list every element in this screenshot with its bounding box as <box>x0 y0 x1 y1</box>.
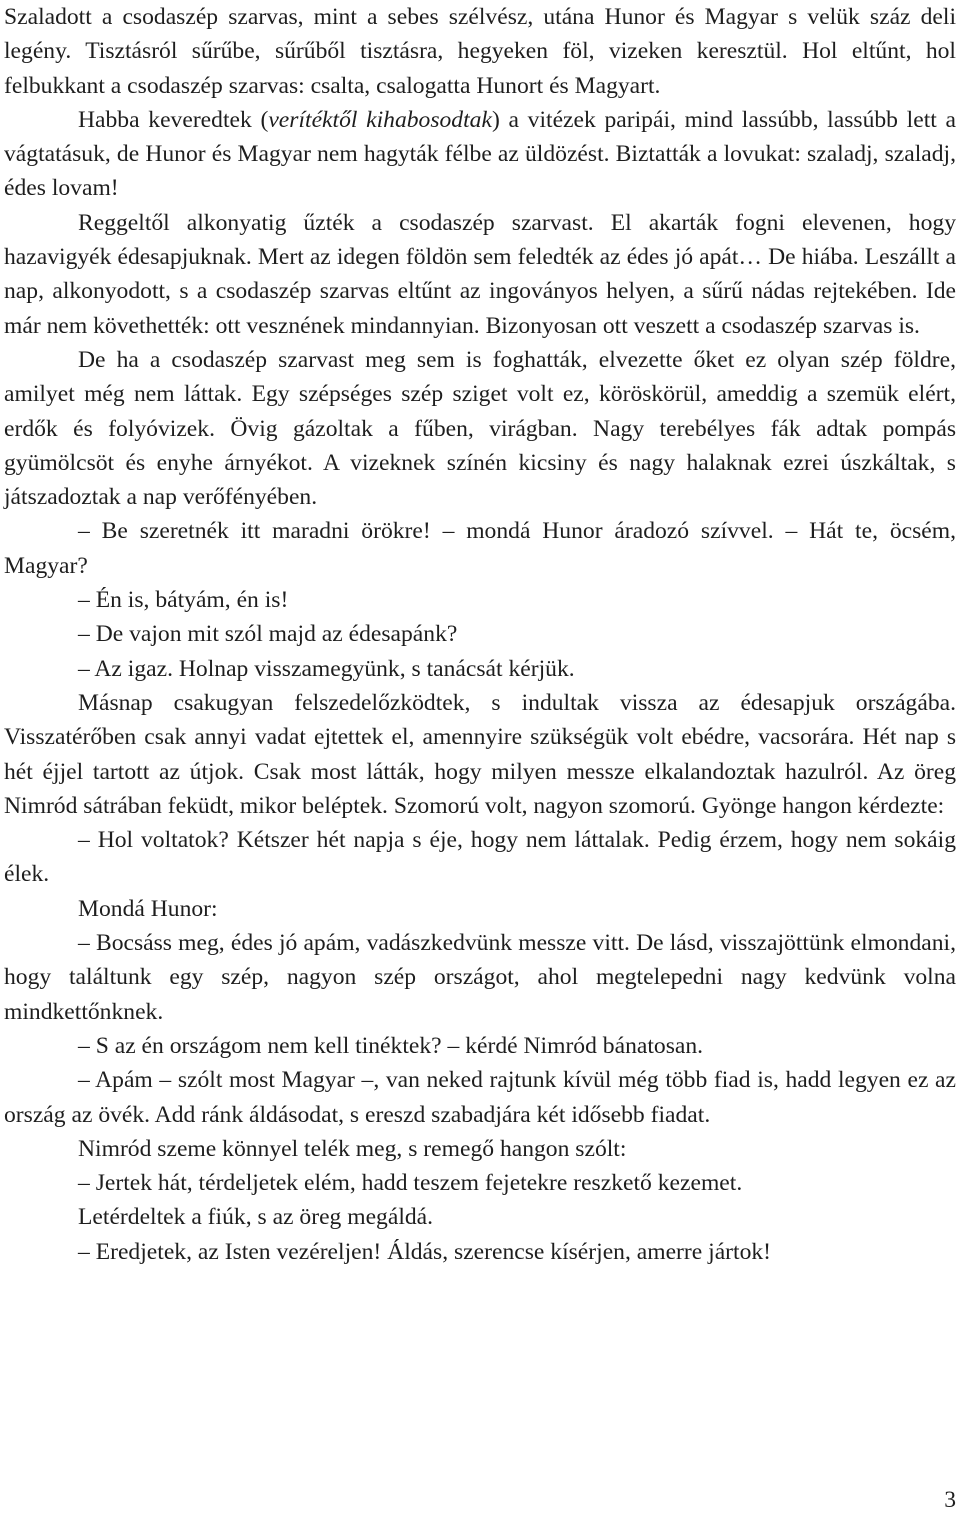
dialogue-line: – Én is, bátyám, én is! <box>78 587 289 614</box>
dialogue-line: – Az igaz. Holnap visszamegyünk, s tanácsát kérjük. <box>78 655 575 682</box>
paragraph: Szaladott a csodaszép szarvas, mint a sebes szélvész, utána Hunor és Magyar s velük száz deli legény. Tisztásról sűrűbe, sűrűből tisztásra, hegyeken föl, vizeken keresztül. Hol eltűnt, hol felbukkant a csodaszép szarvas: csalta, csalogatta Hunort és Magyart. <box>4 4 956 99</box>
paragraph: De ha a csodaszép szarvast meg sem is foghatták, elvezette őket ez olyan szép földre, amilyet még nem láttak. Egy szépséges szép sziget volt ez, köröskörül, ameddig a szemük elért, erdők és folyóvizek. Övig gázoltak a fűben, virágban. Nagy terebélyes fák adtak pompás gyümölcsöt és enyhe árnyékot. A vizeknek színén kicsiny és nagy halaknak ezrei úszkáltak, s játszadoztak a nap verőfényében. <box>4 346 956 511</box>
dialogue-line: – Hol voltatok? Kétszer hét napja s éje, hogy nem láttalak. Pedig érzem, hogy nem sokáig élek. <box>4 827 956 888</box>
text-run: Habba keveredtek ( <box>78 106 269 133</box>
dialogue-line: – Be szeretnék itt maradni örökre! – mondá Hunor áradozó szívvel. – Hát te, öcsém, Magyar? <box>4 518 956 579</box>
body-text <box>4 0 956 1269</box>
text-run: ) a vitézek paripái, mind lassúbb, lassúbb lett a vágtatásuk, de Hunor és Magyar nem hagyták félbe az üldözést. Biztatták a lovukat: szaladj, szaladj, édes lovam! <box>4 106 956 202</box>
dialogue-line: – Apám – szólt most Magyar –, van neked rajtunk kívül még több fiad is, hadd legyen ez az ország az övék. Add ránk áldásodat, s ereszd szabadjára két idősebb fiadat. <box>4 1067 956 1128</box>
paragraph: Másnap csakugyan felszedelőzködtek, s indultak vissza az édesapjuk országába. Visszatérőben csak annyi vadat ejtettek el, amennyire szükségük volt ebédre, vacsorára. Hét nap s hét éjjel tartott az útjok. Csak most látták, hogy milyen messze elkalandoztak hazulról. Az öreg Nimród sátrában feküdt, mikor beléptek. Szomorú volt, nagyon szomorú. Gyönge hangon kérdezte: <box>4 689 956 819</box>
paragraph: Reggeltől alkonyatig űzték a csodaszép szarvast. El akarták fogni elevenen, hogy hazavigyék édesapjuknak. Mert az idegen földön sem feledték az édes jó apát… De hiába. Leszállt a nap, alkonyodott, s a csodaszép szarvas eltűnt az ingoványos helyen, a sűrű nádas rejtekében. Ide már nem követhették: ott vesznének mindannyian. Bizonyosan ott veszett a csodaszép szarvas is. <box>4 209 956 339</box>
dialogue-line: – S az én országom nem kell tinéktek? – kérdé Nimród bánatosan. <box>78 1032 704 1059</box>
dialogue-line: – Eredjetek, az Isten vezéreljen! Áldás, szerencse kísérjen, amerre jártok! <box>78 1238 772 1265</box>
dialogue-line: – Jertek hát, térdeljetek elém, hadd teszem fejetekre reszkető kezemet. <box>78 1170 743 1197</box>
page-number: 3 <box>944 1487 956 1513</box>
paragraph: Letérdeltek a fiúk, s az öreg megáldá. <box>78 1204 434 1231</box>
paragraph: Mondá Hunor: <box>78 895 218 922</box>
paragraph: Nimród szeme könnyel telék meg, s remegő hangon szólt: <box>78 1135 627 1162</box>
italic-gloss: verítéktől kihabosodtak <box>268 106 492 133</box>
dialogue-line: – De vajon mit szól majd az édesapánk? <box>78 621 458 648</box>
paragraph <box>4 103 956 206</box>
dialogue-line: – Bocsáss meg, édes jó apám, vadászkedvünk messze vitt. De lásd, visszajöttünk elmondani, hogy találtunk egy szép, nagyon szép országot, ahol megtelepedni nagy kedvünk volna mindkettőnknek. <box>4 930 956 1025</box>
